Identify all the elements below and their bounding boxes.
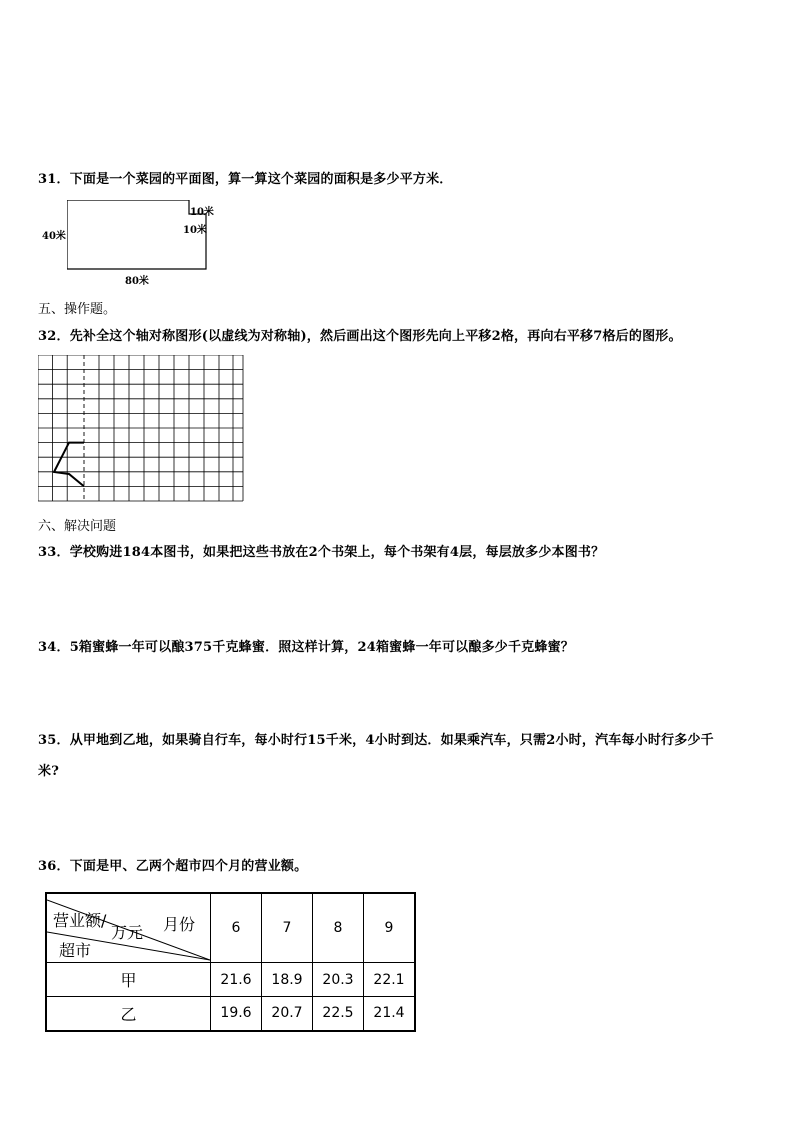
table-cell: 18.9: [262, 963, 313, 997]
table-cell: 22.5: [313, 997, 364, 1031]
month-header: 7: [262, 893, 313, 963]
question-36: 36．下面是甲、乙两个超市四个月的营业额。: [38, 859, 308, 874]
table-row: [46, 963, 415, 997]
section-5-title: 五、操作题。: [38, 302, 117, 317]
market-name: 乙: [46, 997, 211, 1031]
question-31: 31．下面是一个菜园的平面图，算一算这个菜园的面积是多少平方米．: [38, 172, 453, 187]
table-cell: 21.4: [364, 997, 416, 1031]
garden-notch-side-label: 10米: [183, 225, 207, 236]
question-32: 32．先补全这个轴对称图形(以虚线为对称轴)，然后画出这个图形先向上平移2格，再向右平移7格后的图形。: [38, 329, 682, 344]
table-row: [46, 997, 415, 1031]
grid-lines: [38, 355, 243, 501]
table-header-row: [46, 893, 415, 963]
section-6-title: 六、解决问题: [38, 519, 117, 534]
month-header: 9: [364, 893, 416, 963]
table-cell: 22.1: [364, 963, 416, 997]
sales-table: [45, 892, 416, 1032]
table-cell: 19.6: [211, 997, 262, 1031]
square-grid: [38, 355, 244, 503]
header-revenue-label: 营业额/: [53, 911, 107, 930]
table-cell: 21.6: [211, 963, 262, 997]
month-header: 6: [211, 893, 262, 963]
table-cell: 20.7: [262, 997, 313, 1031]
market-name: 甲: [46, 963, 211, 997]
question-33: 33．学校购进184本图书，如果把这些书放在2个书架上，每个书架有4层，每层放多少本图书？: [38, 545, 605, 560]
diagonal-header-cell: [46, 893, 211, 963]
question-34: 34．5箱蜜蜂一年可以酿375千克蜂蜜．照这样计算，24箱蜜蜂一年可以酿多少千克蜂蜜？: [38, 640, 574, 655]
half-shape: [54, 443, 84, 487]
garden-left-label: 40米: [42, 231, 66, 242]
question-35-line-1: 35．从甲地到乙地，如果骑自行车，每小时行15千米，4小时到达．如果乘汽车，只需2小时，汽车每小时行多少千: [38, 733, 714, 748]
header-month-label: 月份: [163, 915, 196, 934]
garden-notch-top-label: 10米: [190, 207, 214, 218]
header-market-label: 超市: [59, 941, 92, 960]
table-cell: 20.3: [313, 963, 364, 997]
header-unit-label: 万元: [111, 923, 144, 942]
garden-bottom-label: 80米: [125, 276, 149, 287]
month-header: 8: [313, 893, 364, 963]
question-35-line-2: 米?: [38, 764, 60, 779]
